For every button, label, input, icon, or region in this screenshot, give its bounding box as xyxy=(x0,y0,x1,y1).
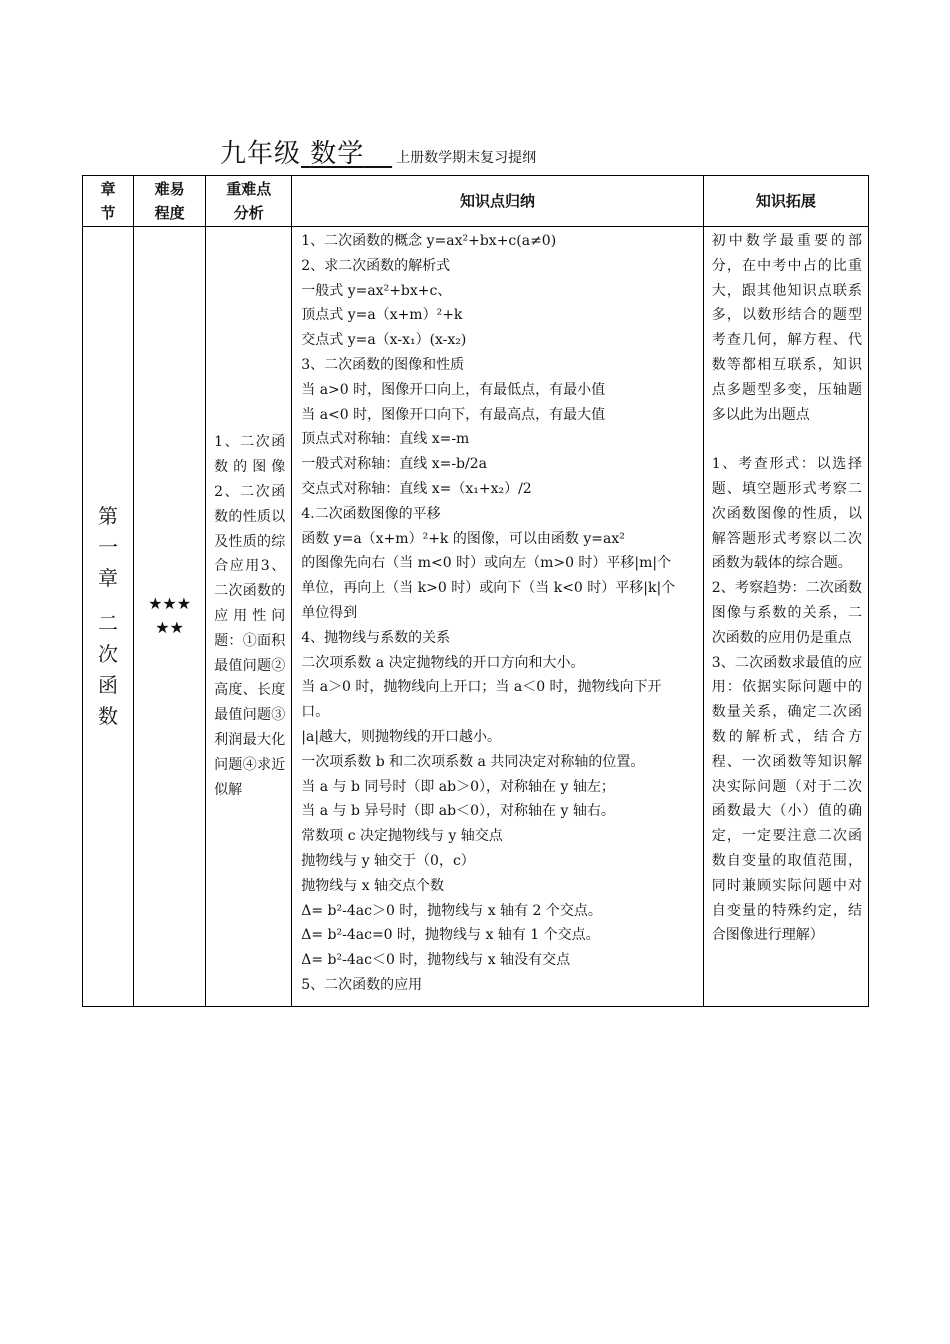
header-key-points: 重难点 分析 xyxy=(206,176,292,227)
extension-item-2: 2、考察趋势：二次函数图像与系数的关系，二次函数的应用仍是重点 xyxy=(711,580,862,646)
table-header-row xyxy=(83,176,869,227)
extension-item-1: 1、考查形式：以选择题、填空题形式考察二次函数图像的性质，以解答题形式考察以二次函数为载体的综合题。 xyxy=(711,456,862,572)
knowledge-line: Δ= b²-4ac=0 时，抛物线与 x 轴有 1 个交点。 xyxy=(301,927,600,944)
title-grade: 九年级 xyxy=(220,139,302,169)
document-title xyxy=(220,133,536,170)
knowledge-extension xyxy=(703,227,868,1007)
knowledge-line: 常数项 c 决定抛物线与 y 轴交点 xyxy=(301,828,503,845)
knowledge-line: 交点式 y=a（x-x₁）(x-x₂) xyxy=(301,332,467,349)
knowledge-line: 一般式 y=ax²+bx+c、 xyxy=(301,282,452,299)
header-knowledge: 知识点归纳 xyxy=(292,176,704,227)
knowledge-line: 2、求二次函数的解析式 xyxy=(301,257,451,274)
knowledge-line: 当 a＞0 时，抛物线向上开口；当 a＜0 时，抛物线向下开 xyxy=(301,679,662,696)
knowledge-line: 二次项系数 a 决定抛物线的开口方向和大小。 xyxy=(301,654,585,671)
knowledge-line: 一般式对称轴：直线 x=-b/2a xyxy=(301,456,487,473)
review-outline-table xyxy=(82,175,869,1007)
knowledge-line: 函数 y=a（x+m）²+k 的图像，可以由函数 y=ax² xyxy=(301,530,625,547)
knowledge-line: 当 a<0 时，图像开口向下，有最高点，有最大值 xyxy=(301,406,606,423)
knowledge-line: 1、二次函数的概念 y=ax²+bx+c(a≠0) xyxy=(301,233,557,249)
knowledge-line: 顶点式 y=a（x+m）²+k xyxy=(301,307,463,324)
knowledge-summary xyxy=(292,227,704,1007)
knowledge-line: 抛物线与 x 轴交点个数 xyxy=(301,877,445,894)
knowledge-line: 的图像先向右（当 m<0 时）或向左（m>0 时）平移|m|个 xyxy=(301,555,672,572)
knowledge-line: |a|越大，则抛物线的开口越小。 xyxy=(301,728,502,745)
knowledge-line: 当 a>0 时，图像开口向上，有最低点，有最小值 xyxy=(301,381,606,398)
header-extension: 知识拓展 xyxy=(703,176,868,227)
extension-intro: 初中数学最重要的部分，在中考中占的比重大，跟其他知识点联系多，以数形结合的题型考查几何，解方程、代数等都相互联系，知识点多题型多变，压轴题多以此为出题点 xyxy=(711,233,862,423)
knowledge-line: 当 a 与 b 同号时（即 ab＞0），对称轴在 y 轴左； xyxy=(301,778,615,795)
header-chapter: 章 节 xyxy=(83,176,134,227)
star-rating-line-1: ★★★ xyxy=(148,594,192,614)
title-subject: 数学 xyxy=(310,139,365,169)
knowledge-line: 单位得到 xyxy=(301,604,358,621)
knowledge-line: 4.二次函数图像的平移 xyxy=(301,505,441,522)
chapter-cell: 第 一 章 二 次 函 数 xyxy=(83,227,134,1007)
header-difficulty: 难易 程度 xyxy=(134,176,206,227)
knowledge-line: Δ= b²-4ac＞0 时，抛物线与 x 轴有 2 个交点。 xyxy=(301,902,602,919)
title-subtitle: 上册数学期末复习提纲 xyxy=(396,150,537,166)
knowledge-line: 口。 xyxy=(301,704,330,721)
difficulty-stars xyxy=(134,227,206,1007)
knowledge-line: 交点式对称轴：直线 x=（x₁+x₂）/2 xyxy=(301,480,532,497)
knowledge-line: 当 a 与 b 异号时（即 ab＜0），对称轴在 y 轴右。 xyxy=(301,803,615,820)
knowledge-line: 抛物线与 y 轴交于（0，c） xyxy=(301,852,475,869)
knowledge-line: 单位，再向上（当 k>0 时）或向下（当 k<0 时）平移|k|个 xyxy=(301,580,676,597)
table-row xyxy=(83,227,869,1007)
knowledge-line: Δ= b²-4ac＜0 时，抛物线与 x 轴没有交点 xyxy=(301,952,571,969)
star-rating-line-2: ★★ xyxy=(155,618,184,638)
knowledge-line: 3、二次函数的图像和性质 xyxy=(301,356,465,373)
extension-item-3: 3、二次函数求最值的应用：依据实际问题中的数量关系，确定二次函数的解析式，结合方程、一次函数等知识解决实际问题（对于二次函数最大（小）值的确定，一定要注意二次函数自变量的取值范围，同时兼顾实际问题中对自变量的特殊约定，结合图像进行理解） xyxy=(711,654,862,944)
knowledge-line: 顶点式对称轴：直线 x=-m xyxy=(301,431,470,448)
key-points-analysis: 1、二次函数的图像2、二次函数的性质以及性质的综合应用3、二次函数的应用性问题：①面积最值问题②高度、长度最值问题③利润最大化问题④求近似解 xyxy=(206,227,292,1007)
knowledge-line: 4、抛物线与系数的关系 xyxy=(301,629,451,646)
knowledge-line: 一次项系数 b 和二次项系数 a 共同决定对称轴的位置。 xyxy=(301,753,645,770)
knowledge-line: 5、二次函数的应用 xyxy=(301,976,423,993)
